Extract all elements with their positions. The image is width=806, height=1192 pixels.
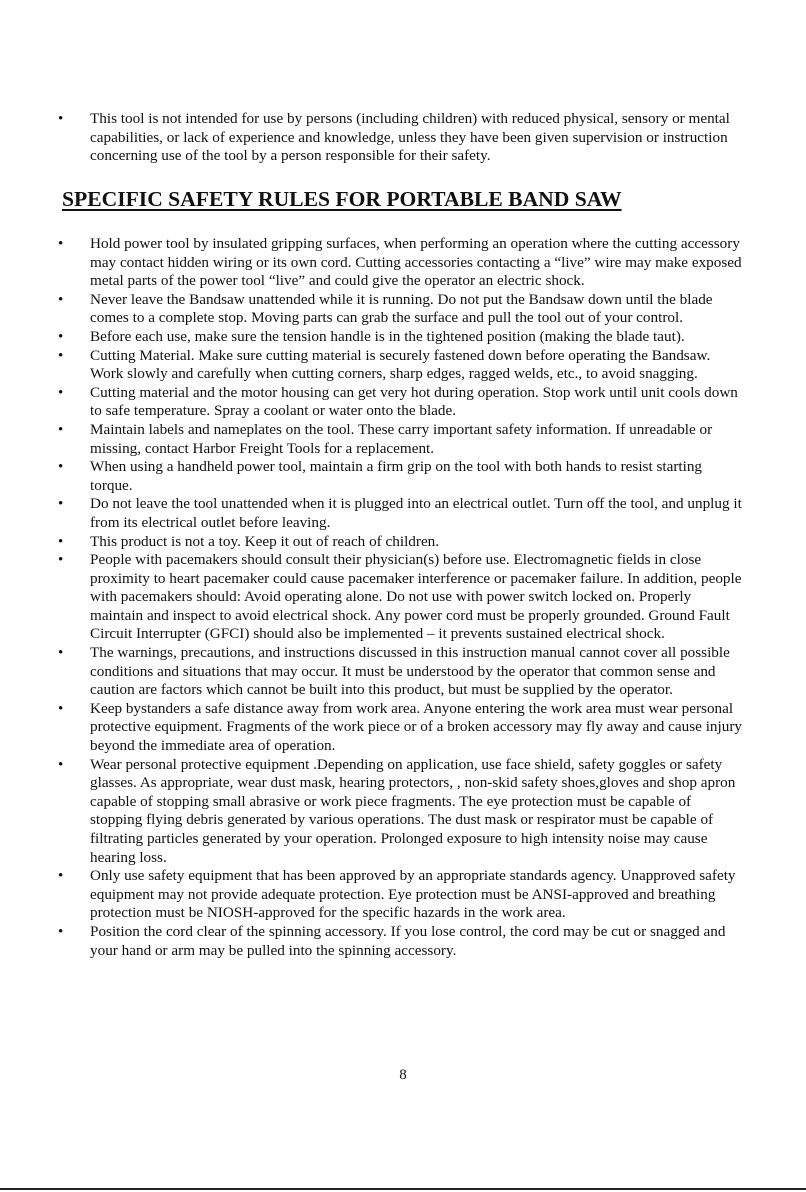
list-item [0,644,806,700]
list-item [0,495,806,532]
list-item-text: This product is not a toy. Keep it out of reach of children. [90,532,440,550]
list-item-text: Only use safety equipment that has been approved by an appropriate standards agency. Unapproved safety equipment may not provide adequate protection. Eye protection must be ANSI-approved and breathing protection must be NIOSH-approved for the specific hazards in the work area. [90,867,736,922]
bullet-icon: • [58,645,64,662]
list-item [0,923,806,960]
bullet-icon: • [58,756,64,773]
list-item-text: Maintain labels and nameplates on the tool. These carry important safety information. If unreadable or missing, contact Harbor Freight Tools for a replacement. [90,420,713,457]
list-item-text: Cutting Material. Make sure cutting material is securely fastened down before operating the Bandsaw. Work slowly and carefully when cutting corners, sharp edges, ragged welds, etc., to avoid snagging. [90,346,711,383]
list-item [0,533,806,552]
list-item [0,756,806,868]
bullet-icon: • [58,111,64,127]
list-item-text: Never leave the Bandsaw unattended while it is running. Do not put the Bandsaw down until the blade comes to a complete stop. Moving parts can grab the surface and pull the tool out of your control. [90,290,713,327]
list-item [0,458,806,495]
list-item [0,867,806,923]
list-item [0,421,806,458]
section-heading: SPECIFIC SAFETY RULES FOR PORTABLE BAND SAW [62,187,622,211]
bullet-icon: • [58,421,64,438]
bullet-icon: • [58,291,64,308]
list-item [0,700,806,756]
bullet-icon: • [58,328,64,345]
list-item-text: Position the cord clear of the spinning accessory. If you lose control, the cord may be cut or snagged and your hand or arm may be pulled into the spinning accessory. [90,922,726,959]
bullet-icon: • [58,700,64,717]
list-item [0,328,806,347]
list-item [0,384,806,421]
list-item-text: The warnings, precautions, and instructions discussed in this instruction manual cannot cover all possible conditions and situations that may occur. It must be understood by the operator that common sense and caution are factors which cannot be built into this product, but must be supplied by the operator. [90,644,730,699]
list-item [0,235,806,291]
list-item-text: Keep bystanders a safe distance away from work area. Anyone entering the work area must wear personal protective equipment. Fragments of the work piece or of a broken accessory may fly away and cause injury beyond the immediate area of operation. [90,699,742,755]
bullet-icon: • [58,552,64,569]
list-item-text: Do not leave the tool unattended when it is plugged into an electrical outlet. Turn off the tool, and unplug it from its electrical outlet before leaving. [90,495,742,531]
list-item-text: This tool is not intended for use by persons (including children) with reduced physical, sensory or mental capabilities, or lack of experience and knowledge, unless they have been given supervision or instruction concerning use of the tool by a person responsible for their safety. [90,110,730,165]
bullet-icon: • [58,347,64,364]
bullet-icon: • [58,459,64,476]
list-item-text: When using a handheld power tool, maintain a firm grip on the tool with both hands to resist starting torque. [90,458,703,494]
list-item [0,347,806,384]
list-item [0,551,806,644]
list-item-text: Hold power tool by insulated gripping surfaces, when performing an operation where the cutting accessory may contact hidden wiring or its own cord. Cutting accessories contacting a “live” wire may make exposed metal parts of the power tool “live” and could give the operator an electric shock. [90,235,742,290]
list-item [0,110,806,166]
list-item-text: Cutting material and the motor housing can get very hot during operation. Stop work until unit cools down to safe temperature. Spray a coolant or water onto the blade. [90,383,738,420]
bullet-icon: • [58,384,64,401]
bullet-icon: • [58,533,64,550]
bullet-icon: • [58,923,64,940]
bullet-icon: • [58,496,64,513]
list-item-text: Before each use, make sure the tension handle is in the tightened position (making the blade taut). [90,327,685,345]
bullet-icon: • [58,868,64,885]
safety-rules-list [0,235,806,960]
list-item-text: Wear personal protective equipment .Depending on application, use face shield, safety goggles or safety glasses. As appropriate, wear dust mask, hearing protectors, , non-skid safety shoes,gloves and shop apron capable of stopping small abrasive or work piece fragments. The eye protection must be capable of stopping flying debris generated by various operations. The dust mask or respirator must be capable of filtrating particles generated by your operation. Prolonged exposure to high intensity noise may cause hearing loss. [90,755,736,866]
list-item-text: People with pacemakers should consult their physician(s) before use. Electromagnetic fields in close proximity to heart pacemaker could cause pacemaker interference or pacemaker failure. In addition, people with pacemakers should: Avoid operating alone. Do not use with power switch locked on. Properly maintain and inspect to avoid electrical shock. Any power cord must be properly grounded. Ground Fault Circuit Interrupter (GFCI) should also be implemented – it prevents sustained electrical shock. [90,551,742,643]
list-item [0,291,806,328]
bottom-divider [0,1188,806,1190]
page-number: 8 [399,1067,407,1083]
bullet-icon: • [58,236,64,252]
intro-bullet-list [0,110,806,166]
